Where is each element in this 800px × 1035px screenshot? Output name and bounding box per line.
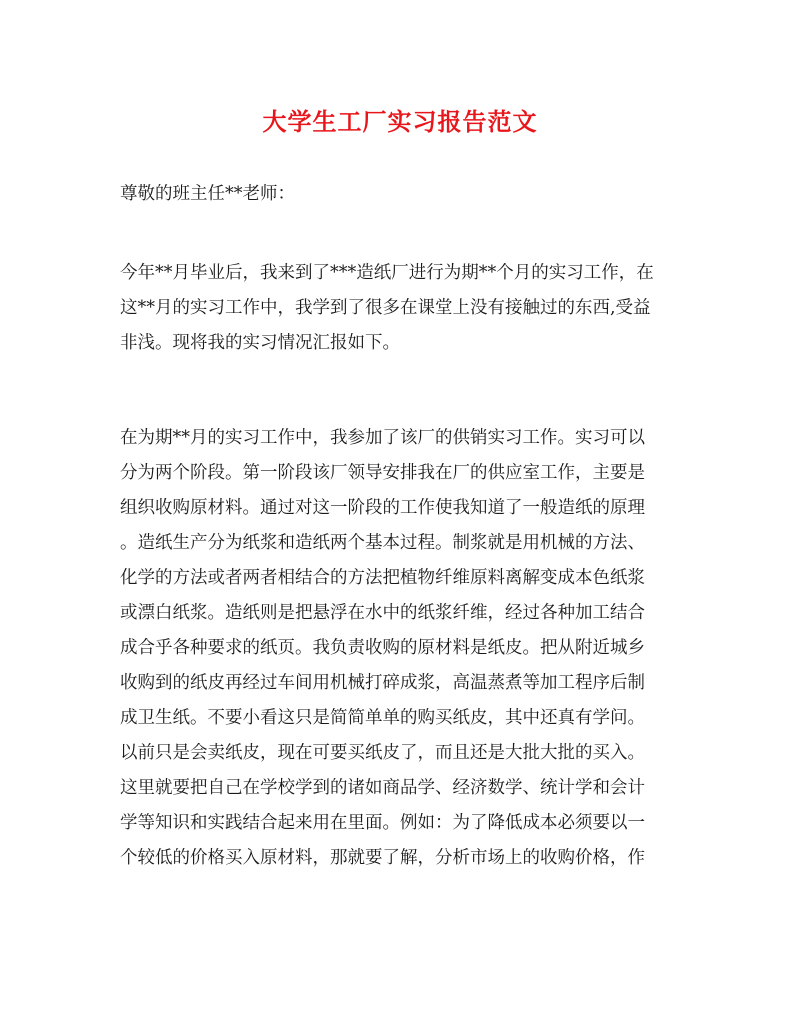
paragraph-line: 。造纸生产分为纸浆和造纸两个基本过程。制浆就是用机械的方法、 [120, 533, 645, 553]
paragraph-line: 或漂白纸浆。造纸则是把悬浮在水中的纸浆纤维，经过各种加工结合 [120, 603, 645, 623]
paragraph-line: 这**月的实习工作中，我学到了很多在课堂上没有接触过的东西,受益 [120, 298, 651, 318]
document-title: 大学生工厂实习报告范文 [262, 107, 538, 136]
paragraph-line: 今年**月毕业后，我来到了***造纸厂进行为期**个月的实习工作，在 [120, 263, 654, 283]
paragraph-1 [120, 256, 676, 361]
paragraph-line: 组织收购原材料。通过对这一阶段的工作使我知道了一般造纸的原理 [120, 498, 645, 518]
paragraph-2 [120, 421, 676, 876]
paragraph-line: 个较低的价格买入原材料，那就要了解，分析市场上的收购价格，作 [120, 848, 645, 868]
paragraph-line: 成合乎各种要求的纸页。我负责收购的原材料是纸皮。把从附近城乡 [120, 638, 645, 658]
paragraph-line: 以前只是会卖纸皮，现在可要买纸皮了，而且还是大批大批的买入。 [120, 743, 645, 763]
paragraph-line: 学等知识和实践结合起来用在里面。例如：为了降低成本必须要以一 [120, 813, 645, 833]
paragraph-line: 成卫生纸。不要小看这只是简简单单的购买纸皮，其中还真有学问。 [120, 708, 645, 728]
greeting-line: 尊敬的班主任**老师： [120, 184, 295, 204]
paragraph-line: 收购到的纸皮再经过车间用机械打碎成浆，高温蒸煮等加工程序后制 [120, 673, 645, 693]
paragraph-line: 非浅。现将我的实习情况汇报如下。 [120, 333, 400, 353]
paragraph-line: 分为两个阶段。第一阶段该厂领导安排我在厂的供应室工作，主要是 [120, 463, 645, 483]
paragraph-line: 这里就要把自己在学校学到的诸如商品学、经济数学、统计学和会计 [120, 778, 645, 798]
paragraph-line: 在为期**月的实习工作中，我参加了该厂的供销实习工作。实习可以 [120, 428, 645, 448]
paragraph-line: 化学的方法或者两者相结合的方法把植物纤维原料离解变成本色纸浆 [120, 568, 645, 588]
